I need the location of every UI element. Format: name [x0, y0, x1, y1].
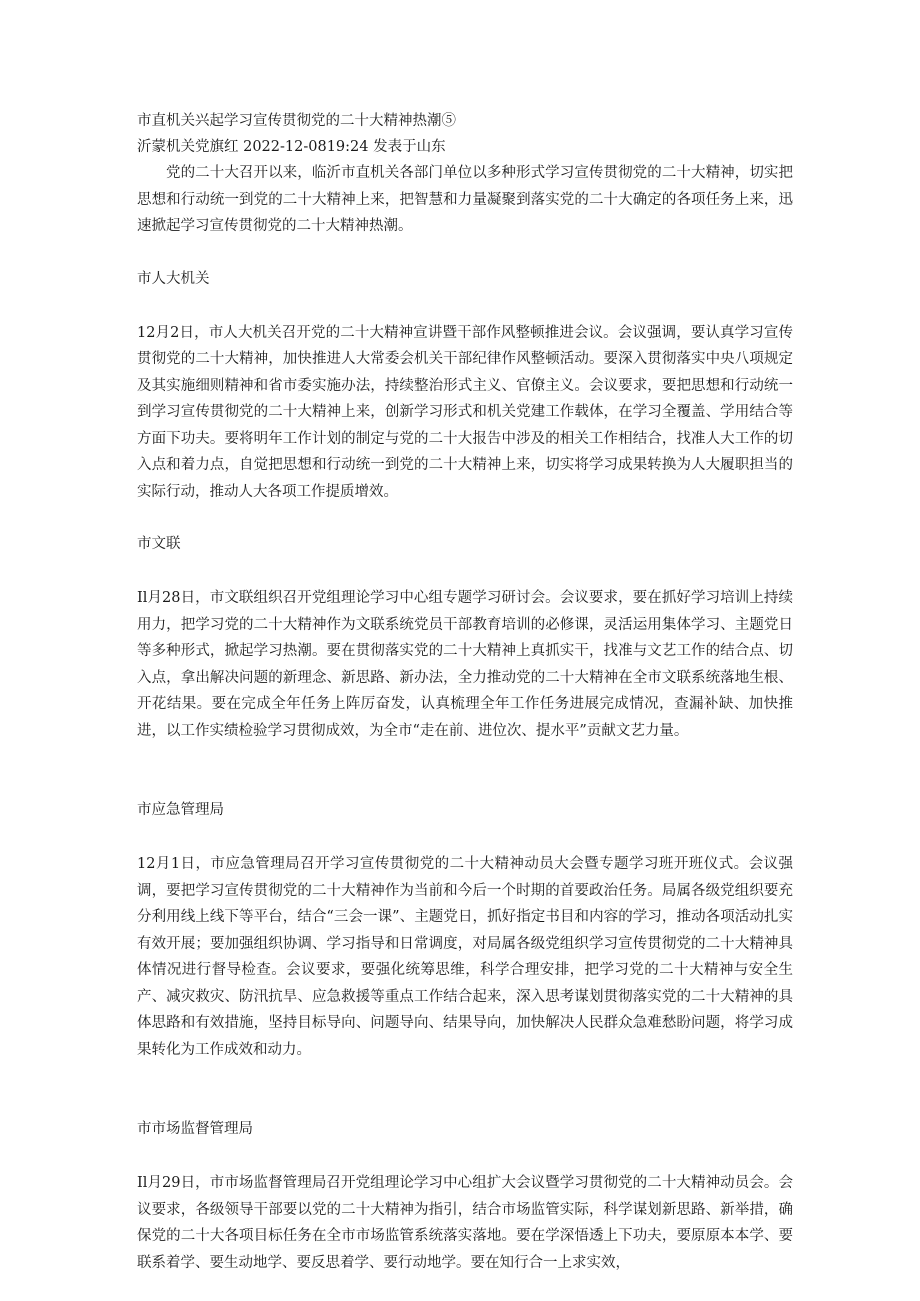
article — [137, 108, 793, 1276]
section-heading-literary-federation: 市文联 — [137, 536, 181, 552]
section-heading-people-congress: 市人大机关 — [137, 270, 210, 287]
article-intro: 党的二十大召开以来，临沂市直机关各部门单位以多种形式学习宣传贯彻党的二十大精神，切实把思想和行动统一到党的二十大精神上来，把智慧和力量凝聚到落实党的二十大确定的各项任务上来，迅速掀起学习宣传贯彻党的二十大精神热潮。 — [137, 165, 793, 234]
section-body-market-supervision: Il月29日，市市场监督管理局召开党组理论学习中心组扩大会议暨学习贯彻党的二十大精神动员会。会议要求，各级领导干部要以党的二十大精神为指引，结合市场监管实际，科学谋划新思路、新举措，确保党的二十大各项目标任务在全市市场监管系统落实落地。要在学深悟透上下功夫，要原原本本学、要联系着学、要生动地学、要反思着学、要行动地学。要在知行合一上求实效， — [137, 1175, 793, 1271]
section-body-emergency-management: 12月1日，市应急管理局召开学习宣传贯彻党的二十大精神动员大会暨专题学习班开班仪式。会议强调，要把学习宣传贯彻党的二十大精神作为当前和今后一个时期的首要政治任务。局属各级党组织要充分利用线上线下等平台，结合“三会一课”、主题党日，抓好指定书目和内容的学习，推动各项活动扎实有效开展；要加强组织协调、学习指导和日常调度，对局属各级党组织学习宣传贯彻党的二十大精神具体情况进行督导检查。会议要求，要强化统筹思维，科学合理安排，把学习党的二十大精神与安全生产、减灾救灾、防汛抗旱、应急救援等重点工作结合起来，深入思考谋划贯彻落实党的二十大精神的具体思路和有效措施，坚持目标导向、问题导向、结果导向，加快解决人民群众急难愁盼问题，将学习成果转化为工作成效和动力。 — [137, 856, 793, 1058]
article-title: 市直机关兴起学习宣传贯彻党的二十大精神热潮⑤ — [137, 113, 456, 129]
section-heading-market-supervision: 市市场监督管理局 — [137, 1121, 253, 1137]
article-meta: 沂蒙机关党旗红 2022-12-0819:24 发表于山东 — [137, 139, 446, 155]
section-body-people-congress: 12月2日，市人大机关召开党的二十大精神宣讲暨干部作风整顿推进会议。会议强调，要认真学习宣传贯彻党的二十大精神，加快推进人大常委会机关干部纪律作风整顿活动。要深入贯彻落实中央八项规定及其实施细则精神和省市委实施办法，持续整治形式主义、官僚主义。会议要求，要把思想和行动统一到学习宣传贯彻党的二十大精神上来，创新学习形式和机关党建工作载体，在学习全覆盖、学用结合等方面下功夫。要将明年工作计划的制定与党的二十大报告中涉及的相关工作相结合，找准人大工作的切入点和着力点，自觉把思想和行动统一到党的二十大精神上来，切实将学习成果转换为人大履职担当的实际行动，推动人大各项工作提质增效。 — [137, 324, 793, 500]
section-body-literary-federation: Il月28日，市文联组织召开党组理论学习中心组专题学习研讨会。会议要求，要在抓好学习培训上持续用力，把学习党的二十大精神作为文联系统党员干部教育培训的必修课，灵活运用集体学习、主题党日等多种形式，掀起学习热潮。要在贯彻落实党的二十大精神上真抓实干，找准与文艺工作的结合点、切入点，拿出解决问题的新理念、新思路、新办法，全力推动党的二十大精神在全市文联系统落地生根、开花结果。要在完成全年任务上阵厉奋发，认真梳理全年工作任务进展完成情况，查漏补缺、加快推进，以工作实绩检验学习贯彻成效，为全市“走在前、进位次、提水平”贡献文艺力量。 — [137, 590, 793, 739]
section-heading-emergency-management: 市应急管理局 — [137, 802, 224, 818]
